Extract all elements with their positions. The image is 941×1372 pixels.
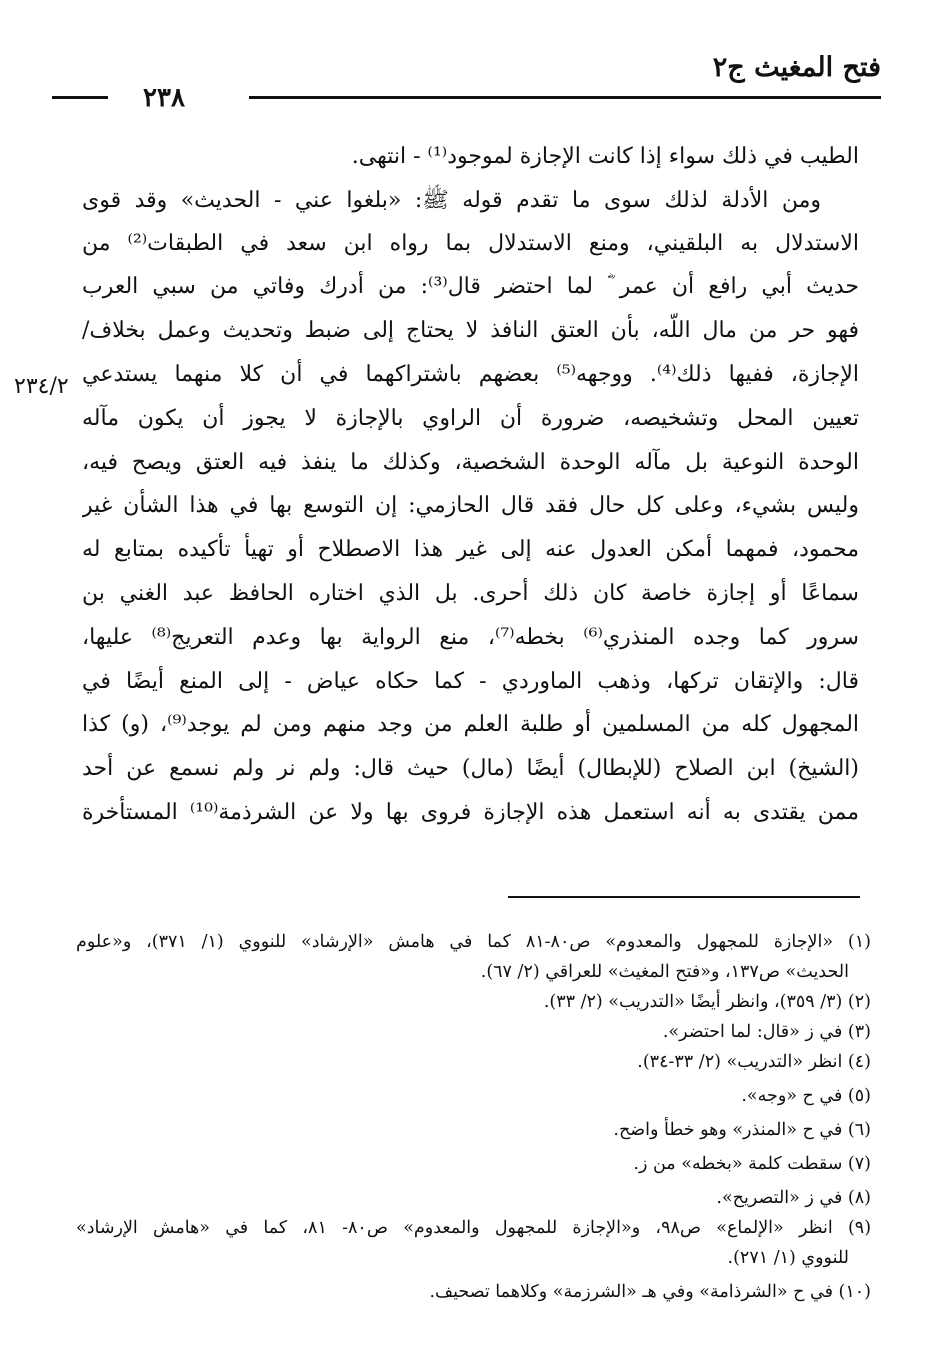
footnote-line: (١٠) في ح «الشرذامة» وفي هـ «الشرزمة» وكلاهما تصحيف. [429, 1282, 871, 1302]
text-line: الوحدة النوعية بل مآله الوحدة الشخصية، وكذلك ما ينفذ فيه العتق ويصح فيه، [82, 450, 859, 475]
text-line: المجهول كله من المسلمين أو طلبة العلم من وجد منهم ومن لم يوجد⁽⁹⁾، (و) كذا [82, 712, 859, 737]
text-line: الاستدلال به البلقيني، ومنع الاستدلال بما رواه ابن سعد في الطبقات⁽²⁾ من [82, 231, 859, 256]
footnote-line: (٤) انظر «التدريب» (٢/ ٣٣-٣٤). [637, 1052, 871, 1072]
footnote-line: (٢) (٣/ ٣٥٩)، وانظر أيضًا «التدريب» (٢/ ٣٣). [543, 992, 871, 1012]
text-line: تعيين المحل وتشخيصه، ضرورة أن الراوي بالإجازة لا يجوز أن يكون مآله [82, 406, 859, 431]
page-number: ٢٣٨ [143, 83, 185, 113]
text-line: الإجازة، ففيها ذلك⁽⁴⁾. ووجهه⁽⁵⁾ بعضهم باشتراكهما في أن كلا منهما يستدعي [82, 362, 859, 387]
footnote-line: (٨) في ز «التصريح». [716, 1188, 871, 1208]
text-line: فهو حر من مال اللّه، بأن العتق النافذ لا يحتاج إلى ضبط وتحديث وعمل بخلاف/ [82, 318, 859, 343]
footnote-line: (٣) في ز «قال: لما احتضر». [662, 1022, 871, 1042]
text-line: ومن الأدلة لذلك سوى ما تقدم قوله ﷺ: «بلغوا عني - الحديث» وقد قوى [82, 188, 822, 213]
margin-folio-reference: ٢٣٤/٢ [14, 374, 69, 399]
text-line: وليس بشيء، وعلى كل حال فقد قال الحازمي: إن التوسع بها في هذا الشأن غير [82, 493, 859, 518]
text-line: (الشيخ) ابن الصلاح (للإبطال) أيضًا (مال) حيث قال: ولم نر ولم نسمع عن أحد [82, 756, 859, 781]
text-line: حديث أبي رافع أن عمر ؓ لما احتضر قال⁽³⁾: من أدرك وفاتي من سبي العرب [82, 274, 859, 299]
footnote-line: (٩) انظر «الإلماع» ص٩٨، و«الإجازة للمجهول والمعدوم» ص٨٠- ٨١، كما في «هامش الإرشاد» [76, 1218, 871, 1238]
text-line: سرور كما وجده المنذري⁽⁶⁾ بخطه⁽⁷⁾، منع الرواية بها وعدم التعريج⁽⁸⁾ عليها، [82, 625, 859, 650]
footnote-line: (٧) سقطت كلمة «بخطه» من ز. [633, 1154, 871, 1174]
text-line: سماعًا أو إجازة خاصة كان ذلك أحرى. بل الذي اختاره الحافظ عبد الغني بن [82, 581, 859, 606]
footnote-separator [508, 896, 860, 898]
header-rule [249, 96, 881, 99]
footnote-line: (١) «الإجازة للمجهول والمعدوم» ص٨٠-٨١ كما في هامش «الإرشاد» للنووي (١/ ٣٧١)، و«علوم [76, 932, 871, 952]
running-header-title: فتح المغيث ج٢ [712, 52, 881, 83]
footnote-line: (٦) في ح «المنذر» وهو خطأ واضح. [613, 1120, 871, 1140]
text-line: ممن يقتدى به أنه استعمل هذه الإجازة فروى بها ولا عن الشرذمة⁽¹⁰⁾ المستأخرة [82, 800, 859, 825]
text-line: قال: والإتقان تركها، وذهب الماوردي - كما حكاه عياض - إلى المنع أيضًا في [82, 669, 859, 694]
header-rule-short [52, 96, 108, 99]
footnote-line: (٥) في ح «وجه». [741, 1086, 871, 1106]
text-line: الطيب في ذلك سواء إذا كانت الإجازة لموجود⁽¹⁾ - انتهى. [351, 144, 859, 169]
footnote-line: للنووي (١/ ٢٧١). [727, 1248, 849, 1268]
text-line: محمود، فمهما أمكن العدول عنه إلى غير هذا الاصطلاح أو تهيأ تأكيده بمتابع له [82, 537, 859, 562]
footnote-line: الحديث» ص١٣٧، و«فتح المغيث» للعراقي (٢/ ٦٧). [480, 962, 849, 982]
